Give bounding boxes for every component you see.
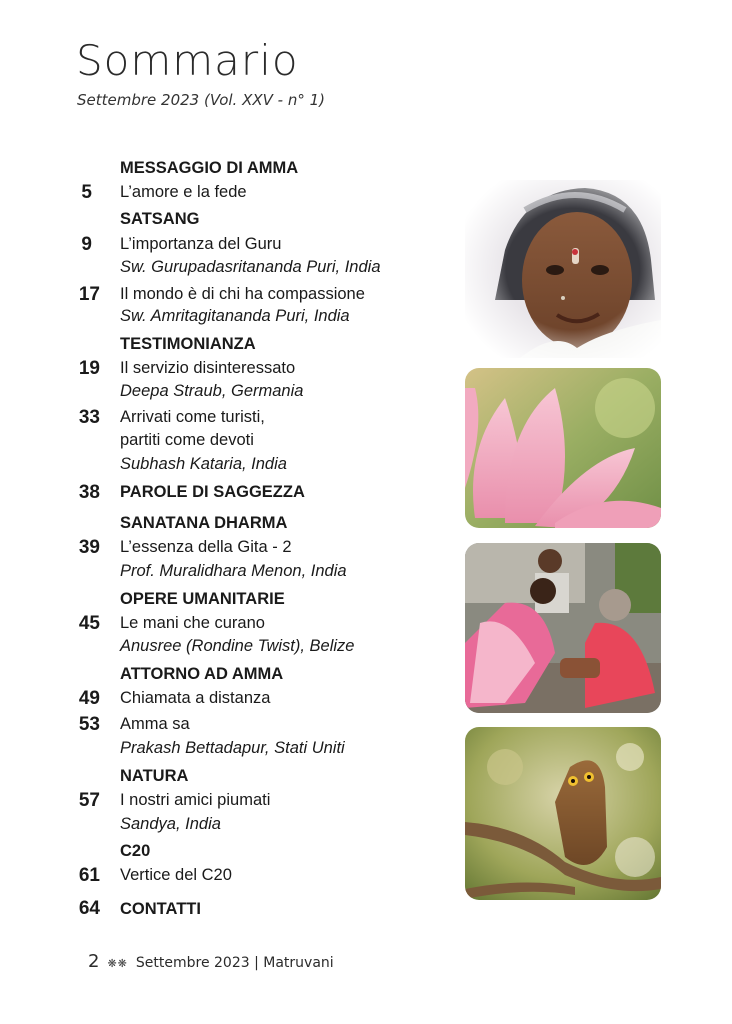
entry-author: Sw. Gurupadasritananda Puri, India [120,258,381,276]
entry-title: L’amore e la fede [120,183,247,201]
section-heading: C20 [120,842,151,860]
entry-page-number: 5 [81,182,92,203]
footer-text: Settembre 2023 | Matruvani [135,955,334,971]
entry-page-number: 61 [78,865,100,886]
section-heading: NATURA [120,767,189,785]
entry-title: Le mani che curano [120,614,265,632]
owl-on-branch-photo [465,727,661,900]
lotus-flower-photo [465,368,661,528]
section-heading: OPERE UMANITARIE [120,590,285,608]
entry-page-number: 57 [78,790,100,811]
entry-title: L’importanza del Guru [120,235,282,253]
entry-author: Prof. Muralidhara Menon, India [120,562,347,580]
entry-author: Subhash Kataria, India [120,455,287,473]
entry-title-continued: partiti come devoti [120,431,254,449]
section-heading: CONTATTI [120,900,201,918]
footer-page-number: 2 [88,951,100,972]
entry-title: L’essenza della Gita - 2 [120,538,292,556]
entry-author: Sw. Amritagitananda Puri, India [120,307,350,325]
entry-page-number: 45 [78,613,100,634]
entry-author: Prakash Bettadapur, Stati Uniti [120,739,345,757]
entry-title: I nostri amici piumati [120,791,271,809]
entry-page-number: 33 [78,407,100,428]
page-footer [88,951,334,972]
entry-page-number: 64 [78,898,100,919]
entry-author: Sandya, India [120,815,221,833]
entry-author: Anusree (Rondine Twist), Belize [120,637,355,655]
entry-title: Amma sa [120,715,190,733]
entry-title: Arrivati come turisti, [120,408,265,426]
healing-hands-photo [465,543,661,713]
entry-title: Il servizio disinteressato [120,359,296,377]
entry-page-number: 39 [78,537,100,558]
amma-portrait-photo [465,180,661,358]
section-heading: ATTORNO AD AMMA [120,665,284,683]
entry-page-number: 9 [81,234,92,255]
entry-page-number: 53 [78,714,100,735]
entry-title: Vertice del C20 [120,866,232,884]
section-heading: SATSANG [120,210,200,228]
issue-subtitle: Settembre 2023 (Vol. XXV - n° 1) [77,91,326,109]
entry-page-number: 17 [78,284,100,305]
entry-author: Deepa Straub, Germania [120,382,304,400]
section-heading: PAROLE DI SAGGEZZA [120,483,305,501]
page-title: Sommario [76,36,299,85]
section-heading: SANATANA DHARMA [120,514,288,532]
entry-title: Chiamata a distanza [120,689,271,707]
entry-title: Il mondo è di chi ha compassione [120,285,365,303]
entry-page-number: 49 [78,688,100,709]
section-heading: TESTIMONIANZA [120,335,256,353]
section-heading: MESSAGGIO DI AMMA [120,159,299,177]
entry-page-number: 38 [78,482,100,503]
entry-page-number: 19 [78,358,100,379]
flower-ornament-icon: ❋❋ [107,957,128,970]
